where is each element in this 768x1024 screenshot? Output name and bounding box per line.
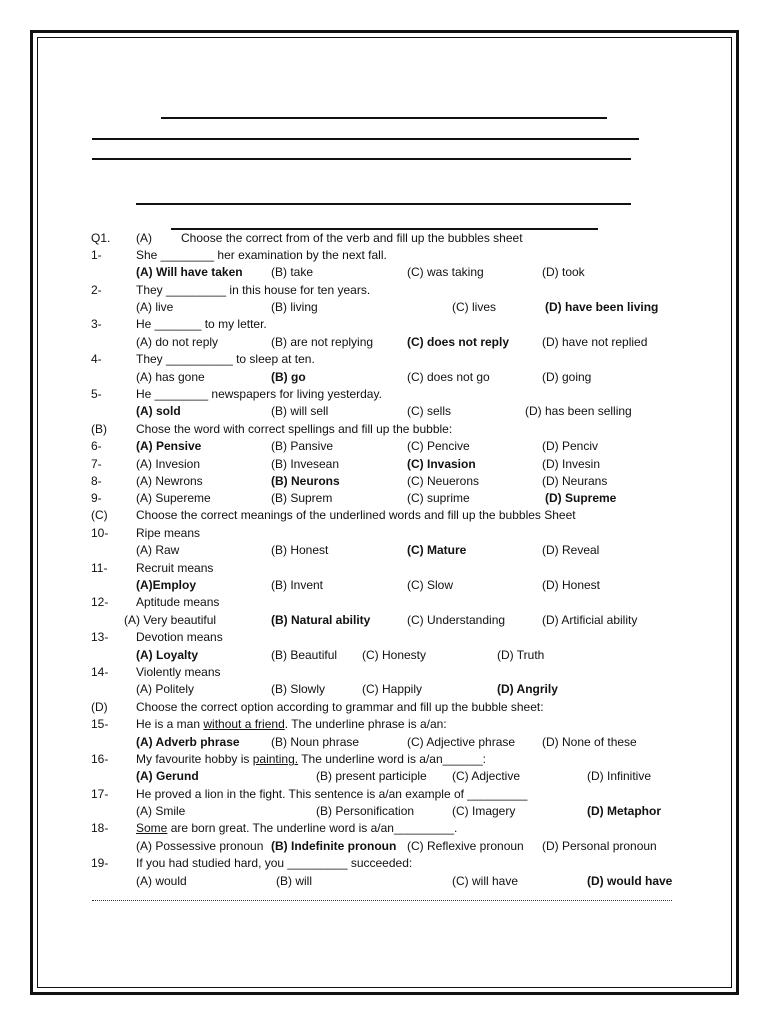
option-a[interactable]: (A) Invesion bbox=[136, 457, 201, 471]
question-1-options bbox=[0, 264, 768, 281]
section-a-header: Q1. (A) Choose the correct from of the verb and fill up the bubbles sheet bbox=[91, 231, 523, 245]
option-d[interactable]: (D) Penciv bbox=[542, 439, 599, 453]
option-c[interactable]: (C) suprime bbox=[407, 491, 470, 505]
option-c[interactable]: (C) Adjective bbox=[452, 769, 521, 783]
question-3: 3- He _______ to my letter. bbox=[91, 317, 267, 331]
question-14-options bbox=[0, 681, 768, 698]
option-a[interactable]: (A) Politely bbox=[136, 682, 195, 696]
question-11-options bbox=[0, 577, 768, 594]
question-5: 5- He ________ newspapers for living yesterday. bbox=[91, 387, 382, 401]
option-a[interactable]: (A) sold bbox=[136, 404, 181, 418]
blank-line-1 bbox=[161, 117, 607, 119]
option-c[interactable]: (C) lives bbox=[452, 300, 496, 314]
option-d[interactable]: (D) Personal pronoun bbox=[542, 839, 657, 853]
option-a[interactable]: (A) do not reply bbox=[136, 335, 219, 349]
option-d[interactable]: (D) Reveal bbox=[542, 543, 600, 557]
option-a[interactable]: (A) Smile bbox=[136, 804, 186, 818]
option-b[interactable]: (B) Invent bbox=[271, 578, 324, 592]
option-b[interactable]: (B) Suprem bbox=[271, 491, 333, 505]
question-4-options bbox=[0, 369, 768, 386]
option-c[interactable]: (C) Understanding bbox=[407, 613, 506, 627]
option-a[interactable]: (A) Gerund bbox=[136, 769, 199, 783]
option-a[interactable]: (A) live bbox=[136, 300, 174, 314]
option-d[interactable]: (D) has been selling bbox=[525, 404, 632, 418]
blank-line-3 bbox=[92, 158, 631, 160]
question-12: 12- Aptitude means bbox=[91, 595, 220, 609]
question-13-options bbox=[0, 647, 768, 664]
section-c-header: (C) Choose the correct meanings of the underlined words and fill up the bubbles Sheet bbox=[91, 508, 576, 522]
option-d[interactable]: (D) going bbox=[542, 370, 592, 384]
dotted-separator bbox=[92, 900, 672, 901]
question-3-options bbox=[0, 334, 768, 351]
option-c[interactable]: (C) Mature bbox=[407, 543, 467, 557]
option-c[interactable]: (C) Adjective phrase bbox=[407, 735, 516, 749]
question-19: 19- If you had studied hard, you _________ succeeded: bbox=[91, 856, 413, 870]
question-14: 14- Violently means bbox=[91, 665, 221, 679]
question-17: 17- He proved a lion in the fight. This sentence is a/an example of _________ bbox=[91, 787, 528, 801]
option-a[interactable]: (A) Very beautiful bbox=[124, 613, 217, 627]
option-a[interactable]: (A) Raw bbox=[136, 543, 180, 557]
option-c[interactable]: (C) does not reply bbox=[407, 335, 510, 349]
question-15: 15- He is a man without a friend. The underline phrase is a/an: bbox=[91, 717, 447, 731]
option-c[interactable]: (C) Pencive bbox=[407, 439, 470, 453]
option-d[interactable]: (D) would have bbox=[587, 874, 673, 888]
option-d[interactable]: (D) Infinitive bbox=[587, 769, 652, 783]
option-d[interactable]: (D) Truth bbox=[497, 648, 545, 662]
option-a[interactable]: (A) Will have taken bbox=[136, 265, 243, 279]
question-10-options bbox=[0, 542, 768, 559]
option-b[interactable]: (B) Noun phrase bbox=[271, 735, 360, 749]
option-c[interactable]: (C) Reflexive pronoun bbox=[407, 839, 524, 853]
question-2: 2- They _________ in this house for ten years. bbox=[91, 283, 371, 297]
question-16-options bbox=[0, 768, 768, 785]
option-b[interactable]: (B) Honest bbox=[271, 543, 329, 557]
question-1: 1- She ________ her examination by the next fall. bbox=[91, 248, 387, 262]
option-b[interactable]: (B) Indefinite pronoun bbox=[271, 839, 397, 853]
option-c[interactable]: (C) sells bbox=[407, 404, 451, 418]
option-a[interactable]: (A) would bbox=[136, 874, 187, 888]
option-d[interactable]: (D) Angrily bbox=[497, 682, 558, 696]
question-17-options bbox=[0, 803, 768, 820]
option-b[interactable]: (B) will sell bbox=[271, 404, 329, 418]
option-b[interactable]: (B) Slowly bbox=[271, 682, 326, 696]
option-b[interactable]: (B) present participle bbox=[316, 769, 427, 783]
section-d-header: (D) Choose the correct option according to grammar and fill up the bubble sheet: bbox=[91, 700, 544, 714]
question-12-options bbox=[0, 612, 768, 629]
option-b[interactable]: (B) Natural ability bbox=[271, 613, 371, 627]
blank-line-4 bbox=[136, 203, 631, 205]
option-c[interactable]: (C) Honesty bbox=[362, 648, 427, 662]
section-b-header: (B) Chose the word with correct spellings and fill up the bubble: bbox=[91, 422, 453, 436]
question-10: 10- Ripe means bbox=[91, 526, 201, 540]
option-a[interactable]: (A) Adverb phrase bbox=[136, 735, 240, 749]
option-c[interactable]: (C) does not go bbox=[407, 370, 490, 384]
question-2-options bbox=[0, 299, 768, 316]
option-d[interactable]: (D) Invesin bbox=[542, 457, 601, 471]
question-15-options bbox=[0, 734, 768, 751]
option-b[interactable]: (B) living bbox=[271, 300, 318, 314]
option-a[interactable]: (A) Newrons bbox=[136, 474, 203, 488]
option-d[interactable]: (D) None of these bbox=[542, 735, 637, 749]
option-c[interactable]: (C) Slow bbox=[407, 578, 454, 592]
option-d[interactable]: (D) Artificial ability bbox=[542, 613, 638, 627]
option-a[interactable]: (A) Pensive bbox=[136, 439, 202, 453]
question-18: 18- Some are born great. The underline word is a/an_________. bbox=[91, 821, 458, 835]
option-b[interactable]: (B) Personification bbox=[316, 804, 415, 818]
question-7: 7- (A) Invesion (B) Invesean (C) Invasion (D) Invesin bbox=[91, 457, 601, 471]
option-a[interactable]: (A)Employ bbox=[136, 578, 196, 592]
question-6: 6- (A) Pensive (B) Pansive (C) Pencive (D) Penciv bbox=[91, 439, 599, 453]
option-c[interactable]: (C) Imagery bbox=[452, 804, 516, 818]
option-b[interactable]: (B) Neurons bbox=[271, 474, 340, 488]
question-18-options bbox=[0, 838, 768, 855]
option-a[interactable]: (A) Loyalty bbox=[136, 648, 199, 662]
option-d[interactable]: (D) Metaphor bbox=[587, 804, 661, 818]
option-d[interactable]: (D) Neurans bbox=[542, 474, 608, 488]
option-d[interactable]: (D) have been living bbox=[545, 300, 659, 314]
option-c[interactable]: (C) Happily bbox=[362, 682, 423, 696]
option-d[interactable]: (D) Honest bbox=[542, 578, 601, 592]
option-a[interactable]: (A) has gone bbox=[136, 370, 205, 384]
option-b[interactable]: (B) are not replying bbox=[271, 335, 374, 349]
option-b[interactable]: (B) Beautiful bbox=[271, 648, 338, 662]
option-c[interactable]: (C) was taking bbox=[407, 265, 484, 279]
option-c[interactable]: (C) Neuerons bbox=[407, 474, 480, 488]
option-b[interactable]: (B) Pansive bbox=[271, 439, 334, 453]
option-b[interactable]: (B) will bbox=[276, 874, 312, 888]
question-8: 8- (A) Newrons (B) Neurons (C) Neuerons (D) Neurans bbox=[91, 474, 608, 488]
question-19-options bbox=[0, 873, 768, 890]
option-b[interactable]: (B) Invesean bbox=[271, 457, 340, 471]
option-c[interactable]: (C) Invasion bbox=[407, 457, 476, 471]
option-c[interactable]: (C) will have bbox=[452, 874, 519, 888]
question-11: 11- Recruit means bbox=[91, 561, 214, 575]
question-13: 13- Devotion means bbox=[91, 630, 223, 644]
question-4: 4- They __________ to sleep at ten. bbox=[91, 352, 315, 366]
option-d[interactable]: (D) took bbox=[542, 265, 585, 279]
option-a[interactable]: (A) Possessive pronoun bbox=[136, 839, 264, 853]
option-d[interactable]: (D) have not replied bbox=[542, 335, 648, 349]
option-a[interactable]: (A) Supereme bbox=[136, 491, 211, 505]
question-5-options bbox=[0, 403, 768, 420]
option-b[interactable]: (B) take bbox=[271, 265, 314, 279]
option-d[interactable]: (D) Supreme bbox=[545, 491, 617, 505]
blank-line-2 bbox=[92, 138, 639, 140]
question-16: 16- My favourite hobby is painting. The underline word is a/an______: bbox=[91, 752, 487, 766]
question-9: 9- (A) Supereme (B) Suprem (C) suprime (D) Supreme bbox=[91, 491, 617, 505]
option-b[interactable]: (B) go bbox=[271, 370, 306, 384]
